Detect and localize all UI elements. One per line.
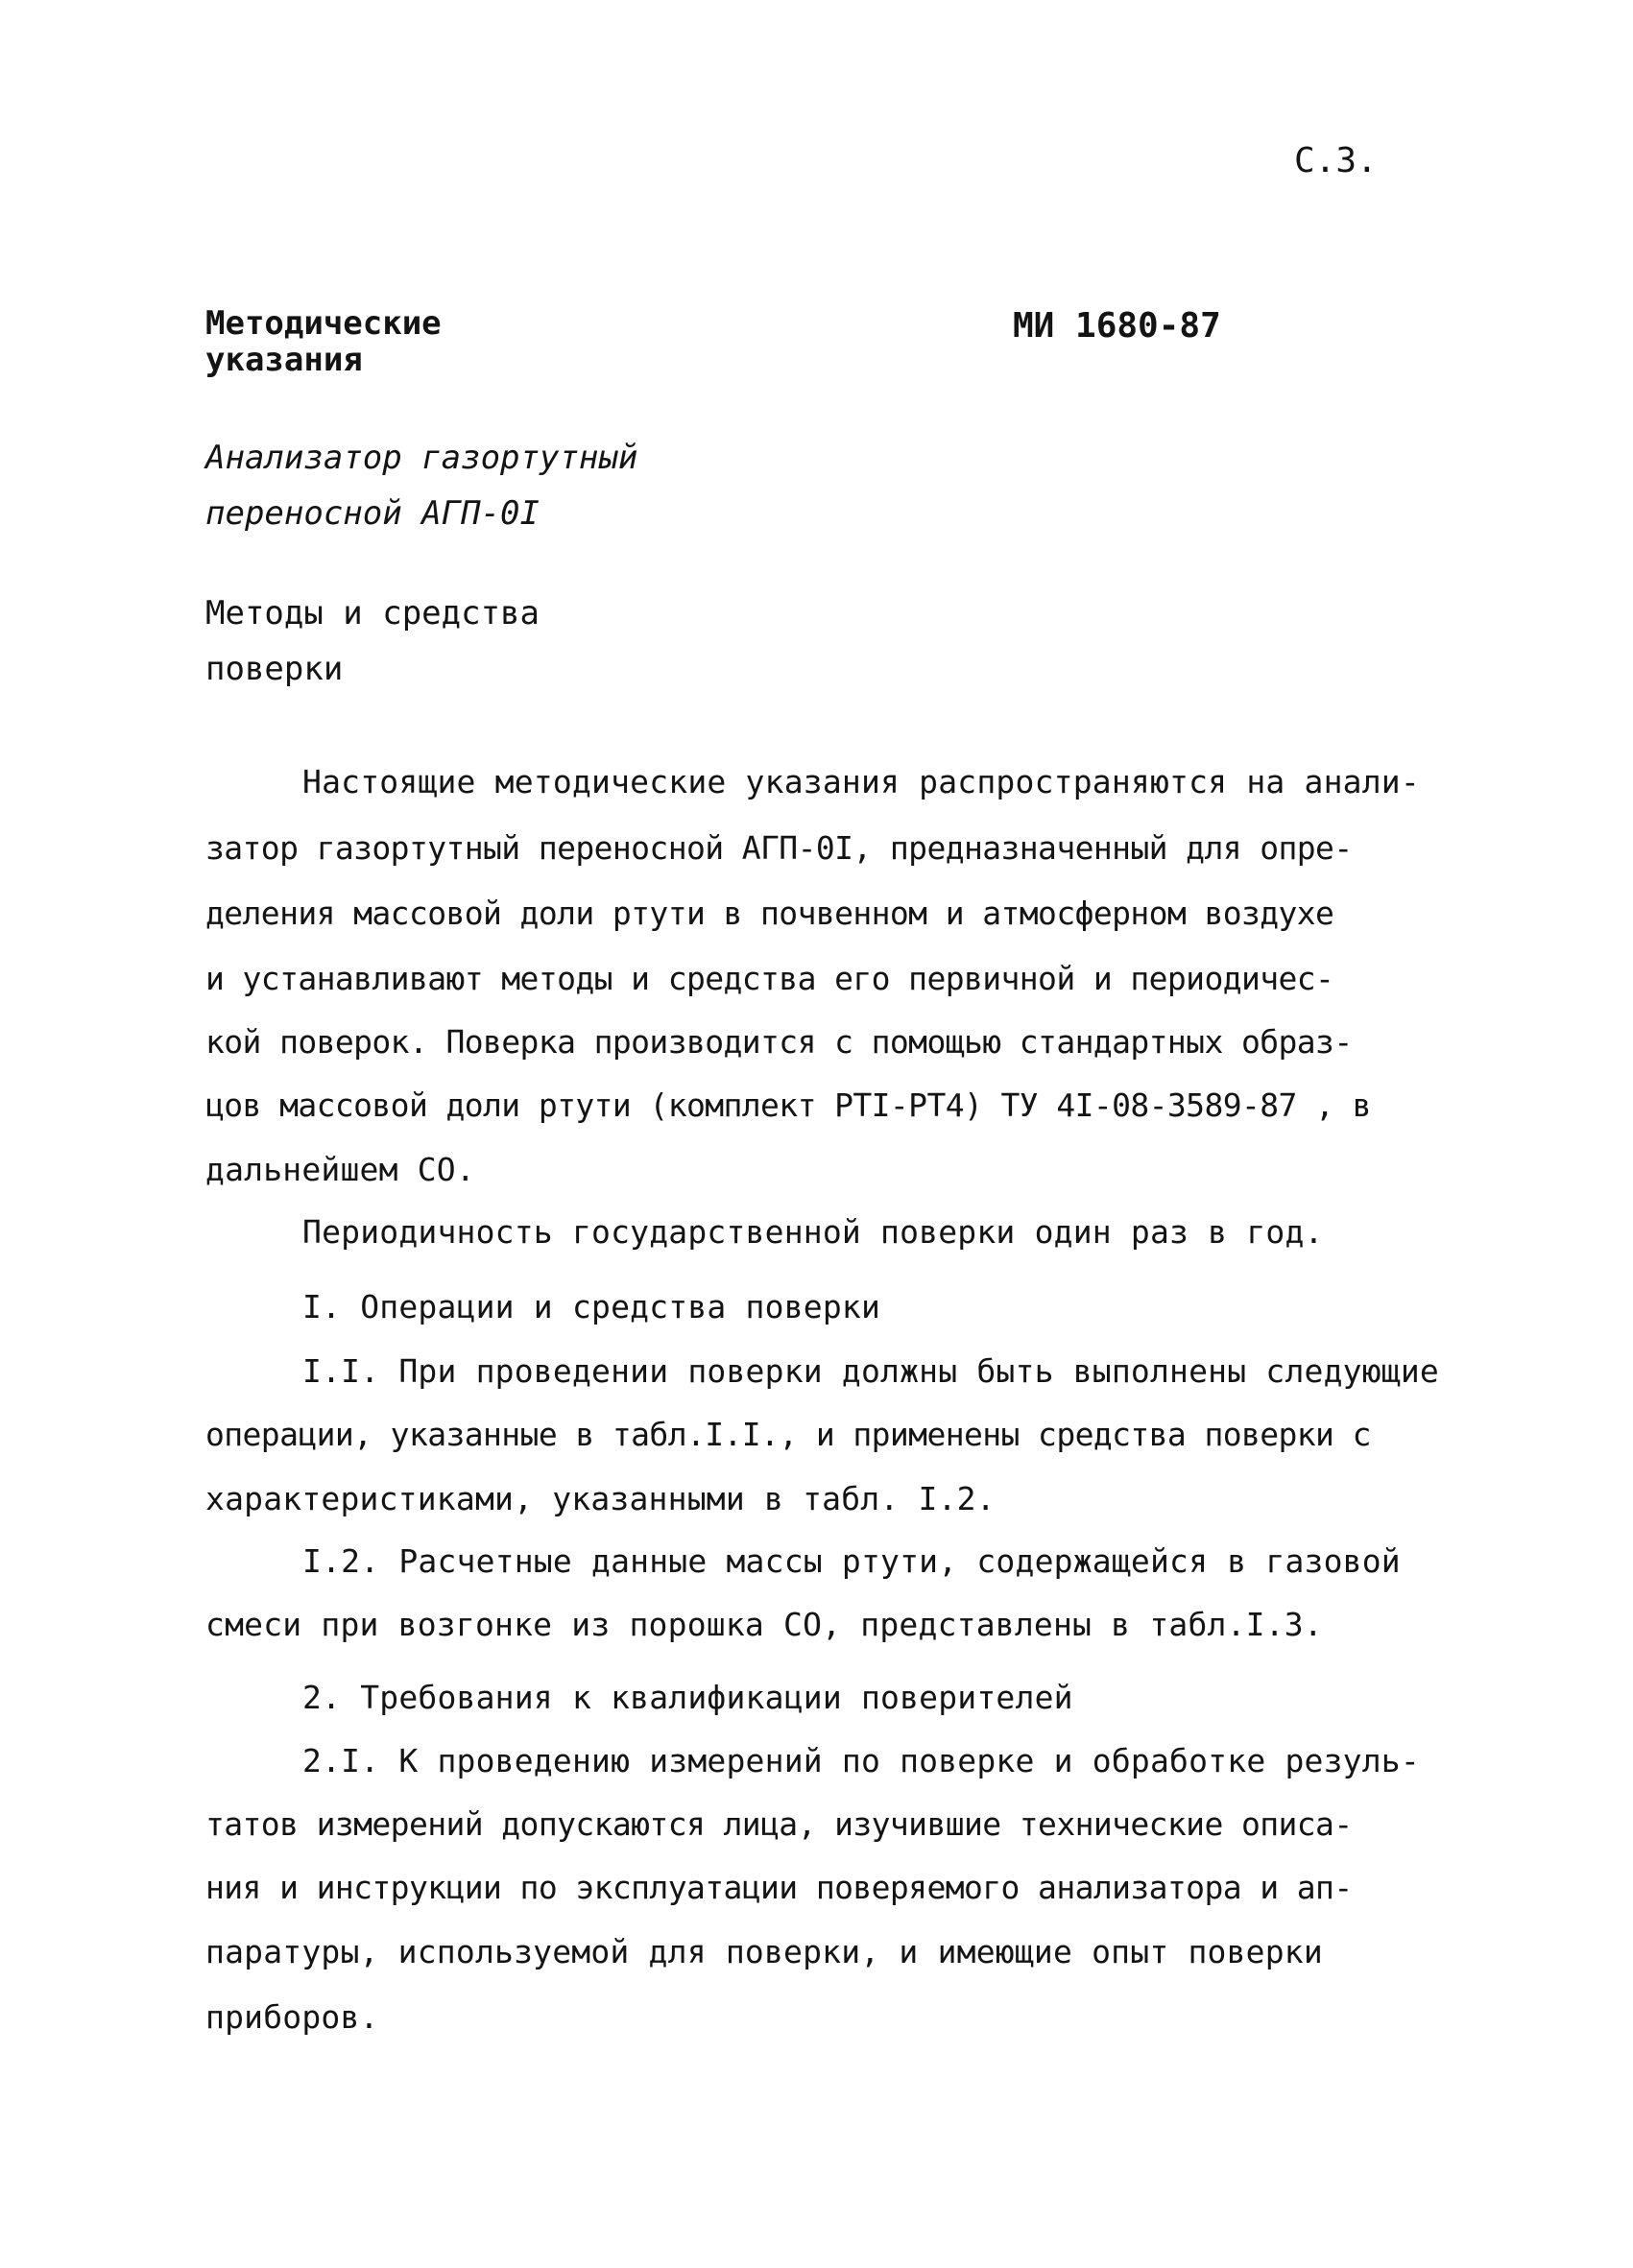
body-line: кой поверок. Поверка производится с помощью стандартных образ- [205, 1023, 1353, 1061]
methods-title [205, 585, 540, 697]
methods-title-line-2: поверки [205, 650, 344, 688]
body-line: паратуры, используемой для поверки, и имеющие опыт поверки [205, 1933, 1323, 1970]
document-type-line-1: Методические [205, 304, 442, 343]
document-code: МИ 1680-87 [1013, 306, 1221, 346]
instrument-title-line-1: Анализатор газортутный [205, 439, 638, 477]
body-line: характеристиками, указанными в табл. I.2. [205, 1480, 996, 1517]
methods-title-line-1: Методы и средства [205, 594, 540, 633]
section-heading: I. Операции и средства поверки [302, 1288, 881, 1325]
body-line: приборов. [205, 1998, 379, 2036]
body-line: цов массовой доли ртути (комплект РТI-РТ4) ТУ 4I-08-3589-87 , в [205, 1086, 1371, 1124]
body-line: смеси при возгонке из порошка СО, представлены в табл.I.3. [205, 1606, 1323, 1643]
body-line: Настоящие методические указания распространяются на анали- [302, 763, 1420, 800]
body-line: 2.I. К проведению измерений по поверке и обработке резуль- [302, 1742, 1420, 1779]
page-number: С.3. [1294, 141, 1378, 180]
body-line: дальнейшем СО. [205, 1151, 475, 1188]
instrument-title-line-2: переносной АГП-0I [205, 494, 540, 533]
body-line: деления массовой доли ртути в почвенном и атмосферном воздухе [205, 895, 1334, 932]
body-line: операции, указанные в табл.I.I., и применены средства поверки с [205, 1416, 1371, 1453]
document-type-line-2: указания [205, 341, 363, 379]
body-line: I.I. При проведении поверки должны быть выполнены следующие [302, 1352, 1439, 1390]
instrument-title [205, 430, 637, 541]
body-line: Периодичность государственной поверки один раз в год. [302, 1213, 1324, 1251]
document-type [205, 305, 442, 378]
body-line: и устанавливают методы и средства его первичной и периодичес- [205, 960, 1334, 997]
body-line: затор газортутный переносной АГП-0I, предназначенный для опре- [205, 829, 1353, 867]
body-line: татов измерений допускаются лица, изучившие технические описа- [205, 1805, 1353, 1843]
body-line: I.2. Расчетные данные массы ртути, содержащейся в газовой [302, 1542, 1401, 1580]
body-line: ния и инструкции по эксплуатации поверяемого анализатора и ап- [205, 1869, 1353, 1906]
section-heading: 2. Требования к квалификации поверителей [302, 1679, 1073, 1716]
